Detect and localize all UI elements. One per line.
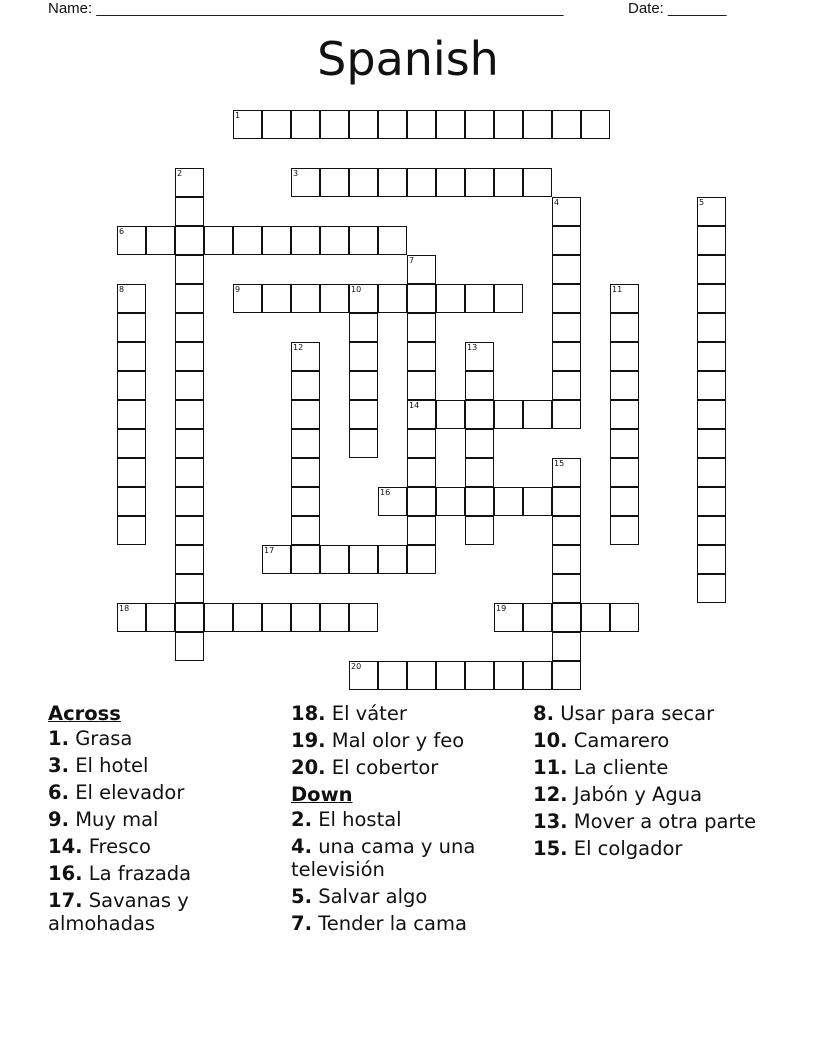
- clue-down-2: 2. El hostal: [291, 808, 402, 831]
- crossword-cell[interactable]: [552, 197, 581, 226]
- clue-number: 1: [235, 111, 241, 120]
- crossword-cell[interactable]: [581, 603, 610, 632]
- crossword-cell[interactable]: [349, 342, 378, 371]
- crossword-cell[interactable]: [291, 603, 320, 632]
- crossword-cell[interactable]: [320, 226, 349, 255]
- crossword-cell[interactable]: [320, 110, 349, 139]
- crossword-cell[interactable]: [262, 603, 291, 632]
- crossword-cell[interactable]: [262, 110, 291, 139]
- crossword-cell[interactable]: [291, 487, 320, 516]
- crossword-cell[interactable]: [349, 400, 378, 429]
- crossword-cell[interactable]: [291, 371, 320, 400]
- crossword-cell[interactable]: [494, 168, 523, 197]
- crossword-cell[interactable]: [291, 429, 320, 458]
- crossword-cell[interactable]: [523, 168, 552, 197]
- crossword-cell[interactable]: [494, 110, 523, 139]
- crossword-cell[interactable]: [175, 632, 204, 661]
- clue-number: 7: [409, 256, 415, 265]
- crossword-cell[interactable]: [320, 545, 349, 574]
- clue-number: 11: [612, 285, 623, 294]
- clue-across-17: 17. Savanas y almohadas: [48, 889, 189, 935]
- crossword-cell[interactable]: [697, 574, 726, 603]
- crossword-cell[interactable]: [407, 458, 436, 487]
- crossword-cell[interactable]: [175, 458, 204, 487]
- crossword-cell[interactable]: [349, 226, 378, 255]
- crossword-cell[interactable]: [697, 284, 726, 313]
- crossword-cell[interactable]: [552, 661, 581, 690]
- down-heading: Down: [291, 783, 353, 806]
- crossword-cell[interactable]: [291, 168, 320, 197]
- crossword-cell[interactable]: [175, 371, 204, 400]
- crossword-cell[interactable]: [291, 400, 320, 429]
- clue-number: 4: [554, 198, 560, 207]
- crossword-cell[interactable]: [610, 313, 639, 342]
- clue-across-14: 14. Fresco: [48, 835, 151, 858]
- crossword-cell[interactable]: [117, 226, 146, 255]
- crossword-cell[interactable]: [552, 574, 581, 603]
- crossword-cell[interactable]: [697, 371, 726, 400]
- crossword-cell[interactable]: [407, 487, 436, 516]
- crossword-cell[interactable]: [262, 226, 291, 255]
- crossword-cell[interactable]: [465, 429, 494, 458]
- name-field[interactable]: Name: ________________________________________________________: [48, 0, 564, 17]
- crossword-cell[interactable]: [349, 429, 378, 458]
- crossword-cell[interactable]: [349, 545, 378, 574]
- crossword-cell[interactable]: [349, 110, 378, 139]
- clues-column-3: [533, 702, 763, 864]
- date-field[interactable]: Date: _______: [628, 0, 727, 17]
- clue-number: 17: [264, 546, 275, 555]
- crossword-cell[interactable]: [697, 458, 726, 487]
- crossword-cell[interactable]: [552, 632, 581, 661]
- crossword-cell[interactable]: [175, 545, 204, 574]
- clue-down-13: 13. Mover a otra parte: [533, 810, 757, 833]
- crossword-cell[interactable]: [697, 313, 726, 342]
- crossword-cell[interactable]: [291, 516, 320, 545]
- crossword-cell[interactable]: [465, 110, 494, 139]
- crossword-cell[interactable]: [175, 516, 204, 545]
- crossword-cell[interactable]: [465, 284, 494, 313]
- crossword-cell[interactable]: [465, 516, 494, 545]
- crossword-cell[interactable]: [349, 661, 378, 690]
- crossword-cell[interactable]: [233, 226, 262, 255]
- clue-number: 5: [699, 198, 705, 207]
- crossword-cell[interactable]: [523, 603, 552, 632]
- clue-down-12: 12. Jabón y Agua: [533, 783, 703, 806]
- page-title: Spanish: [317, 32, 499, 86]
- crossword-cell[interactable]: [494, 284, 523, 313]
- clue-across-16: 16. La frazada: [48, 862, 192, 885]
- crossword-cell[interactable]: [175, 284, 204, 313]
- crossword-cell[interactable]: [610, 603, 639, 632]
- crossword-cell[interactable]: [407, 371, 436, 400]
- crossword-cell[interactable]: [552, 110, 581, 139]
- crossword-cell[interactable]: [465, 661, 494, 690]
- crossword-cell[interactable]: [407, 429, 436, 458]
- crossword-cell[interactable]: [697, 516, 726, 545]
- crossword-cell[interactable]: [378, 110, 407, 139]
- clue-down-5: 5. Salvar algo: [291, 885, 428, 908]
- crossword-cell[interactable]: [697, 545, 726, 574]
- crossword-cell[interactable]: [117, 603, 146, 632]
- crossword-cell[interactable]: [610, 487, 639, 516]
- clue-across-6: 6. El elevador: [48, 781, 185, 804]
- crossword-cell[interactable]: [494, 400, 523, 429]
- clue-down-4: 4. una cama y una televisión: [291, 835, 476, 881]
- crossword-cell[interactable]: [175, 429, 204, 458]
- clue-down-8: 8. Usar para secar: [533, 702, 715, 725]
- crossword-cell[interactable]: [552, 255, 581, 284]
- crossword-cell[interactable]: [494, 661, 523, 690]
- crossword-cell[interactable]: [117, 516, 146, 545]
- crossword-cell[interactable]: [552, 545, 581, 574]
- clue-across-20: 20. El cobertor: [291, 756, 439, 779]
- crossword-cell[interactable]: [552, 400, 581, 429]
- crossword-cell[interactable]: [117, 487, 146, 516]
- clues-column-1: [48, 702, 278, 939]
- crossword-cell[interactable]: [494, 487, 523, 516]
- crossword-cell[interactable]: [378, 168, 407, 197]
- crossword-cell[interactable]: [407, 284, 436, 313]
- crossword-cell[interactable]: [349, 168, 378, 197]
- clue-number: 9: [235, 285, 241, 294]
- clue-number: 16: [380, 488, 391, 497]
- crossword-cell[interactable]: [262, 284, 291, 313]
- crossword-cell[interactable]: [117, 313, 146, 342]
- crossword-cell[interactable]: [610, 284, 639, 313]
- clue-down-15: 15. El colgador: [533, 837, 683, 860]
- crossword-cell[interactable]: [697, 487, 726, 516]
- crossword-cell[interactable]: [465, 168, 494, 197]
- crossword-cell[interactable]: [610, 371, 639, 400]
- crossword-cell[interactable]: [291, 545, 320, 574]
- crossword-cell[interactable]: [697, 255, 726, 284]
- crossword-cell[interactable]: [465, 342, 494, 371]
- crossword-cell[interactable]: [552, 226, 581, 255]
- crossword-cell[interactable]: [407, 661, 436, 690]
- clue-number: 18: [119, 604, 130, 613]
- crossword-cell[interactable]: [465, 400, 494, 429]
- crossword-cell[interactable]: [610, 342, 639, 371]
- crossword-cell[interactable]: [175, 313, 204, 342]
- crossword-cell[interactable]: [407, 516, 436, 545]
- crossword-cell[interactable]: [436, 284, 465, 313]
- crossword-cell[interactable]: [117, 400, 146, 429]
- crossword-cell[interactable]: [552, 284, 581, 313]
- crossword-cell[interactable]: [552, 487, 581, 516]
- crossword-cell[interactable]: [378, 487, 407, 516]
- clue-number: 15: [554, 459, 565, 468]
- crossword-cell[interactable]: [552, 516, 581, 545]
- crossword-cell[interactable]: [407, 545, 436, 574]
- clue-number: 6: [119, 227, 125, 236]
- crossword-cell[interactable]: [146, 226, 175, 255]
- crossword-cell[interactable]: [407, 313, 436, 342]
- clue-across-3: 3. El hotel: [48, 754, 149, 777]
- crossword-cell[interactable]: [291, 284, 320, 313]
- crossword-cell[interactable]: [523, 110, 552, 139]
- crossword-cell[interactable]: [523, 661, 552, 690]
- crossword-cell[interactable]: [378, 545, 407, 574]
- crossword-cell[interactable]: [523, 400, 552, 429]
- crossword-cell[interactable]: [204, 603, 233, 632]
- crossword-cell[interactable]: [320, 284, 349, 313]
- clue-number: 12: [293, 343, 304, 352]
- crossword-cell[interactable]: [436, 400, 465, 429]
- crossword-cell[interactable]: [175, 400, 204, 429]
- crossword-cell[interactable]: [407, 110, 436, 139]
- clue-number: 3: [293, 169, 299, 178]
- crossword-cell[interactable]: [407, 342, 436, 371]
- crossword-cell[interactable]: [465, 487, 494, 516]
- across-heading: Across: [48, 702, 121, 725]
- crossword-cell[interactable]: [552, 342, 581, 371]
- crossword-cell[interactable]: [610, 400, 639, 429]
- clue-number: 13: [467, 343, 478, 352]
- crossword-cell[interactable]: [291, 110, 320, 139]
- crossword-cell[interactable]: [581, 110, 610, 139]
- crossword-cell[interactable]: [349, 603, 378, 632]
- crossword-cell[interactable]: [407, 255, 436, 284]
- crossword-cell[interactable]: [552, 371, 581, 400]
- crossword-cell[interactable]: [175, 603, 204, 632]
- crossword-cell[interactable]: [494, 603, 523, 632]
- crossword-cell[interactable]: [233, 110, 262, 139]
- crossword-cell[interactable]: [697, 226, 726, 255]
- crossword-cell[interactable]: [117, 342, 146, 371]
- crossword-cell[interactable]: [291, 226, 320, 255]
- crossword-cell[interactable]: [175, 574, 204, 603]
- crossword-cell[interactable]: [175, 197, 204, 226]
- crossword-cell[interactable]: [117, 284, 146, 313]
- crossword-cell[interactable]: [349, 313, 378, 342]
- crossword-cell[interactable]: [349, 371, 378, 400]
- crossword-cell[interactable]: [117, 429, 146, 458]
- crossword-cell[interactable]: [610, 429, 639, 458]
- crossword-cell[interactable]: [378, 226, 407, 255]
- clue-number: 19: [496, 604, 507, 613]
- crossword-cell[interactable]: [552, 603, 581, 632]
- crossword-cell[interactable]: [320, 603, 349, 632]
- crossword-cell[interactable]: [204, 226, 233, 255]
- clues-column-2: [291, 702, 521, 939]
- crossword-cell[interactable]: [697, 197, 726, 226]
- clue-number: 20: [351, 662, 362, 671]
- clue-down-11: 11. La cliente: [533, 756, 669, 779]
- crossword-cell[interactable]: [175, 226, 204, 255]
- clue-across-18: 18. El váter: [291, 702, 407, 725]
- crossword-cell[interactable]: [291, 342, 320, 371]
- clue-number: 10: [351, 285, 362, 294]
- clue-down-7: 7. Tender la cama: [291, 912, 467, 935]
- crossword-cell[interactable]: [378, 661, 407, 690]
- clue-number: 8: [119, 285, 125, 294]
- crossword-cell[interactable]: [552, 458, 581, 487]
- crossword-cell[interactable]: [610, 458, 639, 487]
- crossword-cell[interactable]: [610, 516, 639, 545]
- clue-across-19: 19. Mal olor y feo: [291, 729, 465, 752]
- crossword-cell[interactable]: [407, 400, 436, 429]
- crossword-cell[interactable]: [117, 458, 146, 487]
- crossword-cell[interactable]: [175, 342, 204, 371]
- clue-across-9: 9. Muy mal: [48, 808, 159, 831]
- crossword-cell[interactable]: [407, 168, 436, 197]
- clue-number: 14: [409, 401, 420, 410]
- crossword-cell[interactable]: [175, 487, 204, 516]
- crossword-cell[interactable]: [697, 400, 726, 429]
- crossword-cell[interactable]: [697, 429, 726, 458]
- crossword-cell[interactable]: [146, 603, 175, 632]
- crossword-cell[interactable]: [320, 168, 349, 197]
- crossword-cell[interactable]: [233, 284, 262, 313]
- crossword-cell[interactable]: [175, 255, 204, 284]
- crossword-cell[interactable]: [436, 661, 465, 690]
- crossword-cell[interactable]: [436, 487, 465, 516]
- crossword-cell[interactable]: [697, 342, 726, 371]
- crossword-cell[interactable]: [349, 284, 378, 313]
- clue-across-1: 1. Grasa: [48, 727, 133, 750]
- crossword-cell[interactable]: [436, 110, 465, 139]
- crossword-cell[interactable]: [291, 458, 320, 487]
- crossword-cell[interactable]: [262, 545, 291, 574]
- clue-number: 2: [177, 169, 183, 178]
- crossword-cell[interactable]: [465, 458, 494, 487]
- crossword-cell[interactable]: [523, 487, 552, 516]
- crossword-cell[interactable]: [465, 371, 494, 400]
- crossword-cell[interactable]: [436, 168, 465, 197]
- crossword-cell[interactable]: [117, 371, 146, 400]
- crossword-cell[interactable]: [552, 313, 581, 342]
- crossword-cell[interactable]: [233, 603, 262, 632]
- crossword-cell[interactable]: [378, 284, 407, 313]
- clue-down-10: 10. Camarero: [533, 729, 670, 752]
- crossword-cell[interactable]: [175, 168, 204, 197]
